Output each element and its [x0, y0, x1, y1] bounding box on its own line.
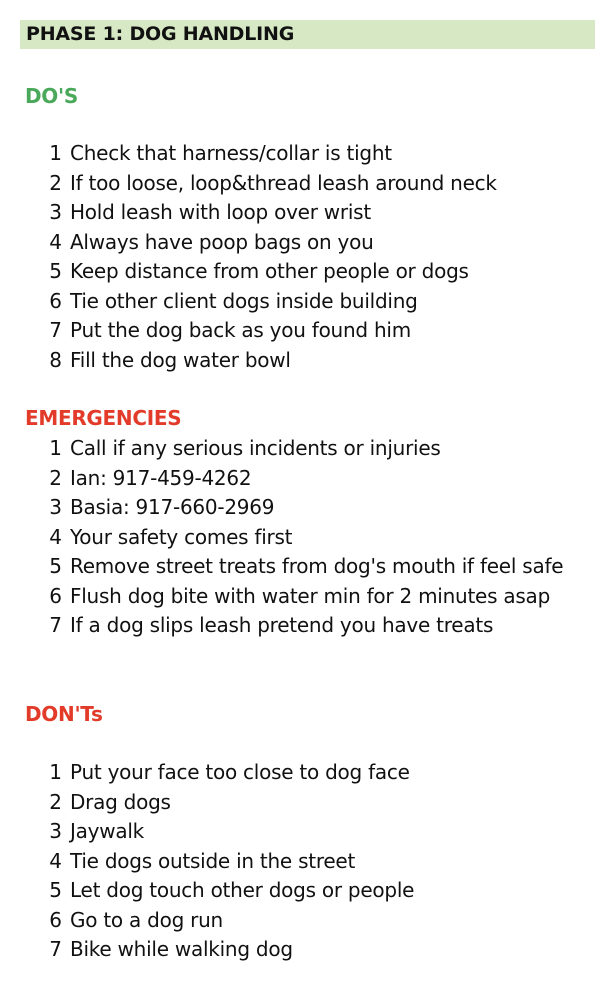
item-number: 7 — [49, 613, 62, 637]
item-text: Call if any serious incidents or injuries — [70, 436, 441, 460]
dos-section-title: DO'S — [25, 84, 78, 108]
item-text: Drag dogs — [70, 789, 171, 814]
item-text: Put your face too close to dog face — [70, 760, 410, 784]
list-item — [40, 876, 600, 906]
item-number: 6 — [49, 288, 62, 313]
list-item — [40, 552, 600, 582]
list-item — [40, 611, 600, 641]
item-text: Flush dog bite with water min for 2 minutes asap — [70, 583, 551, 608]
item-number: 1 — [49, 436, 62, 460]
item-number: 4 — [49, 229, 62, 254]
item-text: Tie other client dogs inside building — [70, 288, 418, 313]
item-text: Let dog touch other dogs or people — [70, 878, 415, 902]
item-text: Remove street treats from dog's mouth if feel safe — [70, 554, 564, 578]
list-item — [40, 817, 600, 847]
list-item — [40, 434, 600, 464]
item-number: 3 — [49, 200, 62, 224]
item-text: Hold leash with loop over wrist — [70, 200, 371, 224]
item-text: Your safety comes first — [70, 524, 293, 549]
donts-list — [40, 758, 600, 965]
list-item — [40, 464, 600, 494]
item-number: 2 — [49, 465, 62, 490]
item-number: 1 — [49, 760, 62, 784]
dos-list — [40, 139, 600, 375]
donts-section-title: DON'Ts — [25, 702, 103, 726]
item-text: Jaywalk — [70, 819, 144, 843]
page-title: PHASE 1: DOG HANDLING — [26, 23, 295, 45]
list-item — [40, 287, 600, 317]
item-number: 6 — [49, 583, 62, 608]
list-item — [40, 169, 600, 199]
item-text: Fill the dog water bowl — [70, 347, 291, 372]
item-number: 5 — [49, 878, 62, 902]
list-item — [40, 257, 600, 287]
item-number: 4 — [49, 524, 62, 549]
item-text: Put the dog back as you found him — [70, 318, 411, 342]
item-text: Tie dogs outside in the street — [70, 848, 356, 873]
item-text: Bike while walking dog — [70, 937, 293, 961]
item-number: 7 — [49, 937, 62, 961]
item-number: 7 — [49, 318, 62, 342]
list-item — [40, 788, 600, 818]
item-number: 3 — [49, 819, 62, 843]
item-text: Keep distance from other people or dogs — [70, 259, 469, 283]
list-item — [40, 523, 600, 553]
list-item — [40, 493, 600, 523]
emergencies-section-title: EMERGENCIES — [25, 406, 182, 430]
item-text: If too loose, loop&thread leash around neck — [70, 170, 497, 195]
item-text: If a dog slips leash pretend you have treats — [70, 613, 494, 637]
item-text: Go to a dog run — [70, 907, 223, 932]
list-item — [40, 935, 600, 965]
item-text: Basia: 917-660-2969 — [70, 495, 275, 519]
list-item — [40, 316, 600, 346]
item-number: 5 — [49, 259, 62, 283]
list-item — [40, 847, 600, 877]
item-number: 2 — [49, 170, 62, 195]
list-item — [40, 346, 600, 376]
list-item — [40, 139, 600, 169]
item-number: 2 — [49, 789, 62, 814]
item-number: 5 — [49, 554, 62, 578]
item-text: Check that harness/collar is tight — [70, 141, 392, 165]
item-number: 3 — [49, 495, 62, 519]
list-item — [40, 198, 600, 228]
item-text: Ian: 917-459-4262 — [70, 465, 252, 490]
emergencies-list — [40, 434, 600, 641]
list-item — [40, 228, 600, 258]
item-number: 4 — [49, 848, 62, 873]
list-item — [40, 582, 600, 612]
item-number: 1 — [49, 141, 62, 165]
item-text: Always have poop bags on you — [70, 229, 374, 254]
list-item — [40, 758, 600, 788]
list-item — [40, 906, 600, 936]
item-number: 8 — [49, 347, 62, 372]
item-number: 6 — [49, 907, 62, 932]
